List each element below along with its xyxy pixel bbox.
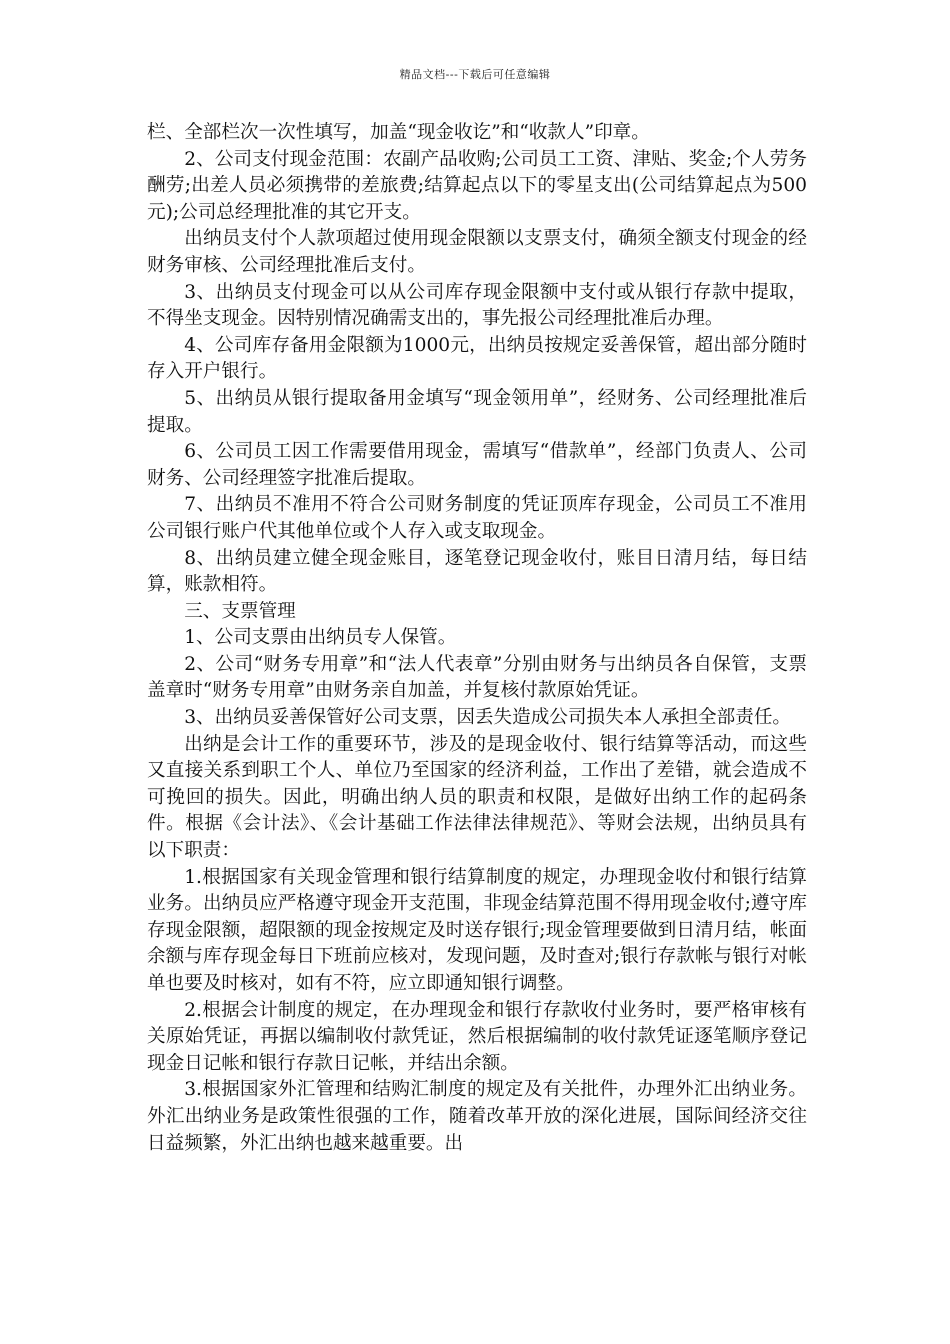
paragraph: 1.根据国家有关现金管理和银行结算制度的规定，办理现金收付和银行结算业务。出纳员应严格遵守现金开支范围，非现金结算范围不得用现金收付;遵守库存现金限额，超限额的现金按规定及时送存银行;现金管理要做到日清月结，帐面余额与库存现金每日下班前应核对，发现问题，及时查对;银行存款帐与银行对帐单也要及时核对，如有不符，应立即通知银行调整。 bbox=[147, 866, 807, 994]
paragraph: 6、公司员工因工作需要借用现金，需填写“借款单”，经部门负责人、公司财务、公司经理签字批准后提取。 bbox=[147, 441, 807, 489]
page-header: 精品文档---下载后可任意编辑 bbox=[399, 68, 551, 81]
paragraph: 2、公司“财务专用章”和“法人代表章”分别由财务与出纳员各自保管，支票盖章时“财务专用章”由财务亲自加盖，并复核付款原始凭证。 bbox=[147, 653, 807, 702]
paragraph: 5、出纳员从银行提取备用金填写“现金领用单”，经财务、公司经理批准后提取。 bbox=[147, 387, 807, 436]
paragraph: 出纳是会计工作的重要环节，涉及的是现金收付、银行结算等活动，而这些又直接关系到职工个人、单位乃至国家的经济利益，工作出了差错，就会造成不可挽回的损失。因此，明确出纳人员的职责和权限，是做好出纳工作的起码条件。根据《会计法》、《会计基础工作法律法律规范》、等财会法规，出纳员具有以下职责： bbox=[147, 733, 807, 862]
paragraph: 2.根据会计制度的规定，在办理现金和银行存款收付业务时，要严格审核有关原始凭证，再据以编制收付款凭证，然后根据编制的收付款凭证逐笔顺序登记现金日记帐和银行存款日记帐，并结出余额。 bbox=[147, 999, 807, 1074]
paragraph: 8、出纳员建立健全现金账目，逐笔登记现金收付，账目日清月结，每日结算，账款相符。 bbox=[147, 547, 807, 596]
paragraph: 3.根据国家外汇管理和结购汇制度的规定及有关批件，办理外汇出纳业务。外汇出纳业务是政策性很强的工作，随着改革开放的深化进展，国际间经济交往日益频繁，外汇出纳也越来越重要。出 bbox=[147, 1079, 807, 1154]
paragraph: 4、公司库存备用金限额为1000元，出纳员按规定妥善保管，超出部分随时存入开户银行。 bbox=[147, 334, 807, 383]
paragraph: 3、出纳员妥善保管好公司支票，因丢失造成公司损失本人承担全部责任。 bbox=[184, 707, 792, 729]
paragraph: 3、出纳员支付现金可以从公司库存现金限额中支付或从银行存款中提取，不得坐支现金。因特别情况确需支出的，事先报公司经理批准后办理。 bbox=[147, 281, 807, 330]
paragraph: 2、公司支付现金范围：农副产品收购;公司员工工资、津贴、奖金;个人劳务酬劳;出差人员必须携带的差旅费;结算起点以下的零星支出(公司结算起点为500元);公司总经理批准的其它开支。 bbox=[147, 148, 807, 223]
paragraph: 1、公司支票由出纳员专人保管。 bbox=[184, 627, 457, 649]
paragraph: 出纳员支付个人款项超过使用现金限额以支票支付，确须全额支付现金的经财务审核、公司经理批准后支付。 bbox=[147, 228, 807, 276]
paragraph: 7、出纳员不准用不符合公司财务制度的凭证顶库存现金，公司员工不准用公司银行账户代其他单位或个人存入或支取现金。 bbox=[147, 494, 807, 542]
paragraph: 栏、全部栏次一次性填写，加盖“现金收讫”和“收款人”印章。 bbox=[147, 122, 650, 143]
document-body bbox=[147, 120, 807, 1157]
section-heading: 三、支票管理 bbox=[184, 600, 296, 622]
